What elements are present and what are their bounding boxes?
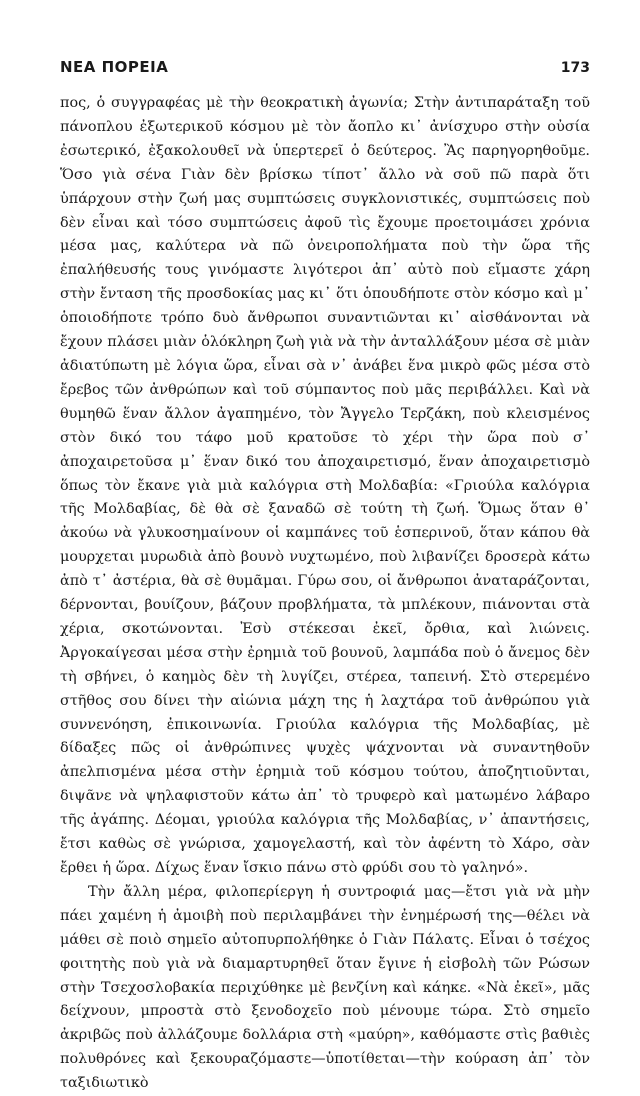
page-number: 173 xyxy=(560,60,590,76)
body-text xyxy=(60,92,590,1096)
running-head xyxy=(60,58,590,82)
paragraph-1: πος, ὁ συγγραφέας μὲ τὴν θεοκρατικὴ ἀγωνία; Στὴν ἀντιπαράταξη τοῦ πάνοπλου ἐξωτερικοῦ κόσμου μὲ τὸν ἄοπλο κι᾽ ἀνίσχυρο στὴν οὐσία ἐσωτερικό, ἐξακολουθεῖ νὰ ὑπερτερεῖ ὁ δεύτερος. Ἂς παρηγορηθοῦμε. Ὅσο γιὰ σένα Γιὰν δὲν βρίσκω τίποτ᾽ ἄλλο νὰ σοῦ πῶ παρὰ ὅτι ὑπάρχουν στὴν ζωή μας συμπτώσεις συγκλονιστικές, συμπτώσεις ποὺ δὲν εἶναι καὶ τόσο συμπτώσεις ἀφοῦ τὶς ἔχουμε προετοιμάσει χρόνια μέσα μας, καλύτερα νὰ πῶ ὀνειροπολήματα ποὺ τὴν ὥρα τῆς ἐπαλήθευσής τους γινόμαστε λιγότεροι ἀπ᾽ αὐτὸ ποὺ εἴμαστε χάρη στὴν ἔνταση τῆς προσδοκίας μας κι᾽ ὅτι ὁπουδήποτε στὸν κόσμο καὶ μ᾽ ὁποιοδήποτε τρόπο δυὸ ἄνθρωποι συναντιῶνται κι᾽ αἰσθάνονται νὰ ἔχουν πλάσει μιὰν ὁλόκληρη ζωὴ γιὰ νὰ τὴν ἀνταλλάξουν μέσα σὲ μιὰν ἀδιατύπωτη μὲ λόγια ὥρα, εἶναι σὰ ν᾽ ἀνάβει ἕνα μικρὸ φῶς μέσα στὸ ἔρεβος τῶν ἀνθρώπων καὶ τοῦ σύμπαντος ποὺ μᾶς περιβάλλει. Καὶ νὰ θυμηθῶ ἕναν ἄλλον ἀγαπημένο, τὸν Ἄγγελο Τερζάκη, ποὺ κλεισμένος στὸν δικό του τάφο μοῦ κρατοῦσε τὸ χέρι τὴν ὥρα ποὺ σ᾽ ἀποχαιρετοῦσα μ᾽ ἕναν δικό του ἀποχαιρετισμό, ἕναν ἀποχαιρετισμὸ ὅπως τὸν ἔκανε γιὰ μιὰ καλόγρια στὴ Μολδαβία: «Γριούλα καλόγρια τῆς Μολδαβίας, δὲ θὰ σὲ ξαναδῶ σὲ τούτη τὴ ζωή. Ὅμως ὅταν θ᾽ ἀκούω νὰ γλυκοσημαίνουν οἱ καμπάνες τοῦ ἑσπερινοῦ, ὅταν κάπου θὰ μουρχεται μυρωδιὰ ἀπὸ βουνὸ νυχτωμένο, ποὺ λιβανίζει δροσερὰ κάτω ἀπὸ τ᾽ ἀστέρια, θὰ σὲ θυμᾶμαι. Γύρω σου, οἱ ἄνθρωποι ἀναταράζονται, δέρνονται, βουίζουν, βάζουν προβλήματα, τὰ μπλέκουν, πιάνονται στὰ χέρια, σκοτώνονται. Ἐσὺ στέκεσαι ἐκεῖ, ὄρθια, καὶ λιώνεις. Ἀργοκαίγεσαι μέσα στὴν ἐρημιὰ τοῦ βουνοῦ, λαμπάδα ποὺ ὁ ἄνεμος δὲν τὴ σβήνει, ὁ καημὸς δὲν τὴ λυγίζει, στέρεα, ταπεινή. Στὸ στερεμένο στῆθος σου δίνει τὴν αἰώνια μάχη της ἡ λαχτάρα τοῦ ἀνθρώπου γιὰ συννενόηση, ἐπικοινωνία. Γριούλα καλόγρια τῆς Μολδαβίας, μὲ δίδαξες πῶς οἱ ἀνθρώπινες ψυχὲς ψάχνονται νὰ συναντηθοῦν ἀπελπισμένα μέσα στὴν ἐρημιὰ τοῦ κόσμου τούτου, ἀποζητιοῦνται, διψᾶνε νὰ ψηλαφιστοῦν κάτω ἀπ᾽ τὸ τρυφερὸ καὶ ματωμένο λάβαρο τῆς ἀγάπης. Δέομαι, γριούλα καλόγρια τῆς Μολδαβίας, ν᾽ ἀπαντήσεις, ἔτσι καθὼς σὲ γνώρισα, χαμογελαστή, καὶ τὸν ἀφέντη τὸ Χάρο, σὰν ἔρθει ἡ ὥρα. Δίχως ἕναν ἴσκιο πάνω στὸ φρύδι σου τὸ γαληνό». xyxy=(60,95,590,876)
book-page xyxy=(60,58,590,1096)
paragraph-2: Τὴν ἄλλη μέρα, φιλοπερίεργη ἡ συντροφιά μας—ἔτσι γιὰ νὰ μὴν πάει χαμένη ἡ ἀμοιβὴ ποὺ περιλαμβάνει τὴν ἐνημέρωσή της—θέλει νὰ μάθει σὲ ποιὸ σημεῖο αὐτοπυρπολήθηκε ὁ Γιὰν Πάλατς. Εἶναι ὁ τσέχος φοιτητὴς ποὺ γιὰ νὰ διαμαρτυρηθεῖ ὅταν ἔγινε ἡ εἰσβολὴ τῶν Ρώσων στὴν Τσεχοσλοβακία περιχύθηκε μὲ βενζίνη καὶ κάηκε. «Νὰ ἐκεῖ», μᾶς δείχνουν, μπροστὰ στὸ ξενοδοχεῖο ποὺ μένουμε τώρα. Στὸ σημεῖο ἀκριβῶς ποὺ ἀλλάζουμε δολλάρια στὴ «μαύρη», καθόμαστε στὶς βαθιὲς πολυθρόνες καὶ ξεκουραζόμαστε—ὑποτίθεται—τὴν κούραση ἀπ᾽ τὸν ταξιδιωτικὸ xyxy=(60,883,590,1092)
journal-title: ΝΕΑ ΠΟΡΕΙΑ xyxy=(60,58,169,76)
